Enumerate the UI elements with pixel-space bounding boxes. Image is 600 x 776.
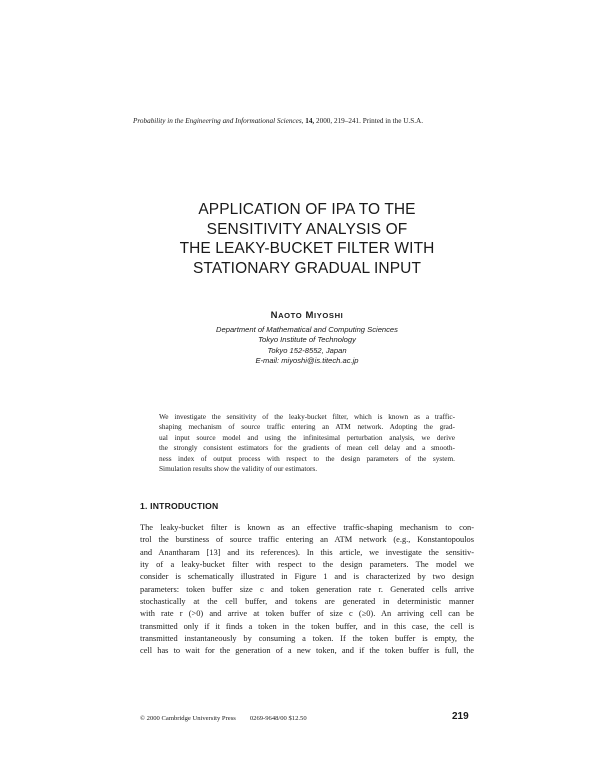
author-first-rest: AOTO (278, 311, 303, 320)
abstract-line: shaping mechanism of source traffic entering an ATM network. Adopting the grad- (159, 422, 455, 432)
body-line: with rate r (>0) and arrive at token buffer of size c (≥0). An arriving cell can be (140, 609, 474, 619)
author-last-rest: IYOSHI (314, 311, 344, 320)
body-line: trol the burstiness of source traffic entering an ATM network (e.g., Konstantopoulos (140, 535, 474, 545)
body-line: ity of a leaky-bucket filter with respect to the design parameters. The model we (140, 560, 474, 570)
affiliation-department: Department of Mathematical and Computing Sciences (216, 325, 398, 334)
affiliation-institute: Tokyo Institute of Technology (258, 335, 356, 345)
title-line: SENSITIVITY ANALYSIS OF (206, 220, 408, 238)
body-line: transmitted instantaneously by consuming a token. If the token buffer is empty, the (140, 634, 474, 644)
body-line: and Anantharam [13] and its references). In this article, we investigate the sensitiv- (140, 547, 474, 557)
affiliation-email: E-mail: miyoshi@is.titech.ac.jp (255, 356, 359, 366)
body-line: stochastically at the cell buffer, and tokens are generated in deterministic manner (140, 597, 474, 607)
author-first-initial: N (270, 310, 279, 321)
abstract-line: ness index of output process with respect to the design parameters of the system. (159, 453, 455, 463)
abstract-line: ual input source model and using the infinitesimal perturbation analysis, we derive (159, 432, 455, 442)
journal-name: Probability in the Engineering and Informational Sciences, (133, 117, 304, 125)
body-line: consider is schematically illustrated in Figure 1 and is characterized by two design (140, 572, 474, 582)
paper-title (140, 200, 474, 278)
copyright-text: © 2000 Cambridge University Press (140, 715, 236, 722)
affiliation-address: Tokyo 152-8552, Japan (267, 345, 347, 355)
abstract (159, 412, 455, 474)
publication-details: 2000, 219–241. Printed in the U.S.A. (316, 117, 424, 125)
body-line: transmitted only if it finds a token in the token buffer, and in this case, the cell is (140, 621, 474, 631)
abstract-line: We investigate the sensitivity of the leaky-bucket filter, which is known as a traffic- (159, 412, 455, 421)
body-line: The leaky-bucket filter is known as an effective traffic-shaping mechanism to con- (140, 523, 474, 532)
abstract-line: Simulation results show the validity of our estimators. (159, 464, 318, 474)
volume-number: 14, (305, 117, 315, 125)
body-line: cell has to wait for the generation of a new token, and if the token buffer is full, the (140, 646, 474, 656)
body-line: parameters: token buffer size c and token generation rate r. Generated cells arrive (140, 584, 474, 594)
running-head (133, 116, 493, 126)
title-line: APPLICATION OF IPA TO THE (198, 201, 416, 218)
title-line: THE LEAKY-BUCKET FILTER WITH (179, 240, 435, 257)
author-name (140, 310, 474, 321)
title-line: STATIONARY GRADUAL INPUT (192, 259, 422, 277)
price-code: 0269-9648/00 $12.50 (249, 715, 307, 722)
author-affiliation (140, 325, 474, 367)
section-heading: 1. INTRODUCTION (140, 501, 219, 511)
footer-copyright (140, 715, 307, 722)
page-number: 219 (452, 711, 469, 722)
abstract-line: the strongly consistent estimators for the gradients of mean cell delay and a smooth- (159, 443, 455, 453)
body-text (140, 522, 474, 658)
author-last-initial: M (305, 310, 315, 321)
